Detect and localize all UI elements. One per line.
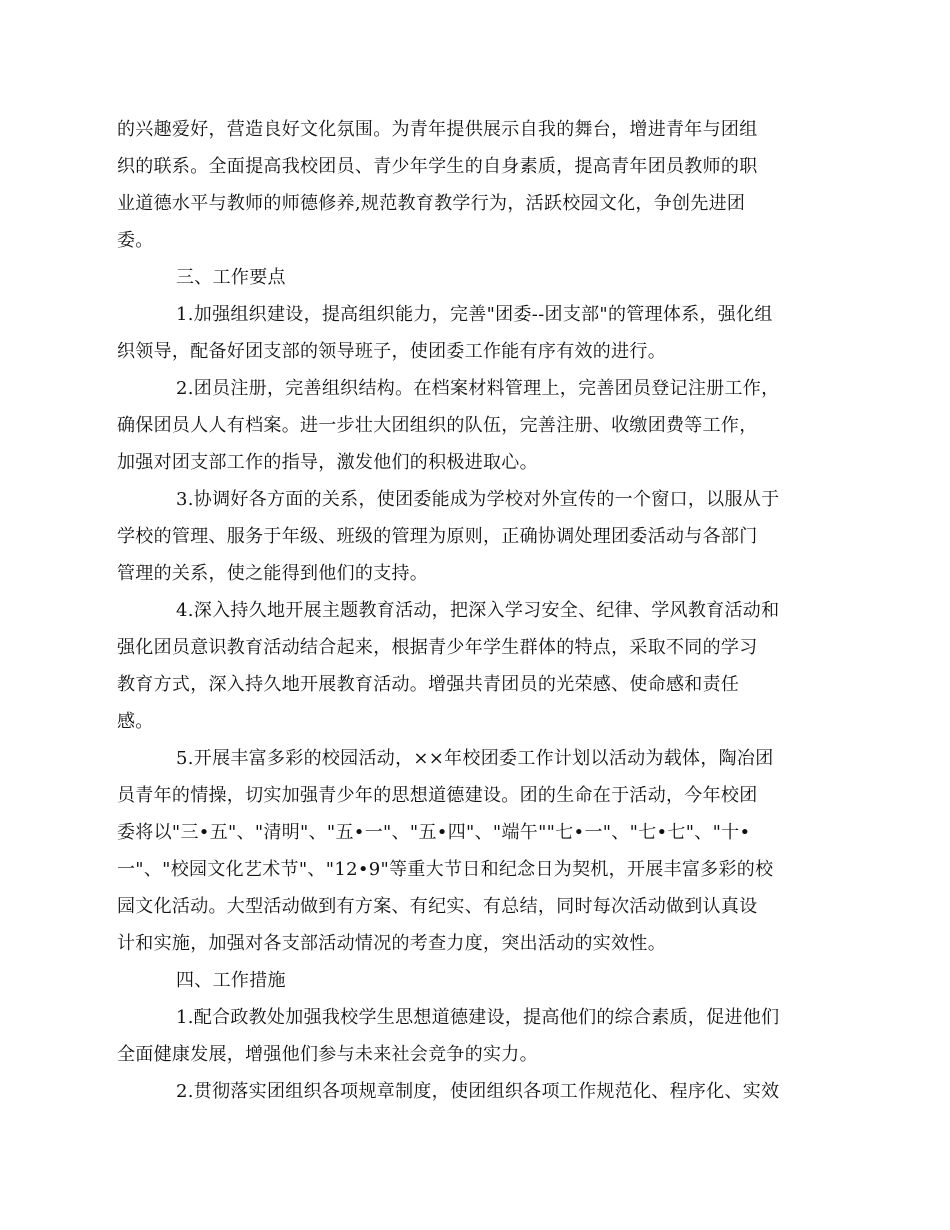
text-line: 计和实施，加强对各支部活动情况的考查力度，突出活动的实效性。 xyxy=(117,933,666,954)
section-heading: 四、工作措施 xyxy=(176,970,286,991)
text-line: 确保团员人人有档案。进一步壮大团组织的队伍，完善注册、收缴团费等工作， xyxy=(117,415,758,436)
text-line: 园文化活动。大型活动做到有方案、有纪实、有总结，同时每次活动做到认真设 xyxy=(117,896,758,917)
text-line: 织的联系。全面提高我校团员、青少年学生的自身素质，提高青年团员教师的职 xyxy=(117,156,758,177)
text-line: 2.团员注册，完善组织结构。在档案材料管理上，完善团员登记注册工作， xyxy=(176,378,780,399)
text-line: 感。 xyxy=(117,711,154,732)
text-line: 5.开展丰富多彩的校园活动，××年校团委工作计划以活动为载体，陶冶团 xyxy=(176,748,774,769)
text-line: 1.配合政教处加强我校学生思想道德建设，提高他们的综合素质，促进他们 xyxy=(176,1007,780,1028)
text-line: 4.深入持久地开展主题教育活动，把深入学习安全、纪律、学风教育活动和 xyxy=(176,600,780,621)
text-line: 委将以"三•五"、"清明"、"五•一"、"五•四"、"端午""七•一"、"七•七"、"十• xyxy=(117,822,751,843)
text-line: 委。 xyxy=(117,230,154,251)
text-line: 管理的关系，使之能得到他们的支持。 xyxy=(117,563,429,584)
section-heading: 三、工作要点 xyxy=(176,267,286,288)
text-line: 1.加强组织建设，提高组织能力，完善"团委--团支部"的管理体系，强化组 xyxy=(176,304,773,325)
text-line: 加强对团支部工作的指导，激发他们的积极进取心。 xyxy=(117,452,538,473)
text-line: 教育方式，深入持久地开展教育活动。增强共青团员的光荣感、使命感和责任 xyxy=(117,674,740,695)
text-line: 强化团员意识教育活动结合起来，根据青少年学生群体的特点，采取不同的学习 xyxy=(117,637,758,658)
text-line: 员青年的情操，切实加强青少年的思想道德建设。团的生命在于活动，今年校团 xyxy=(117,785,758,806)
text-line: 3.协调好各方面的关系，使团委能成为学校对外宣传的一个窗口，以服从于 xyxy=(176,489,780,510)
text-line: 的兴趣爱好，营造良好文化氛围。为青年提供展示自我的舞台，增进青年与团组 xyxy=(117,119,758,140)
text-line: 学校的管理、服务于年级、班级的管理为原则，正确协调处理团委活动与各部门 xyxy=(117,526,758,547)
text-line: 全面健康发展，增强他们参与未来社会竞争的实力。 xyxy=(117,1044,538,1065)
text-line: 业道德水平与教师的师德修养,规范教育教学行为，活跃校园文化，争创先进团 xyxy=(117,193,746,214)
text-line: 2.贯彻落实团组织各项规章制度，使团组织各项工作规范化、程序化、实效 xyxy=(176,1081,780,1102)
text-line: 一"、"校园文化艺术节"、"12•9"等重大节日和纪念日为契机，开展丰富多彩的校 xyxy=(117,859,774,880)
text-line: 织领导，配备好团支部的领导班子，使团委工作能有序有效的进行。 xyxy=(117,341,666,362)
